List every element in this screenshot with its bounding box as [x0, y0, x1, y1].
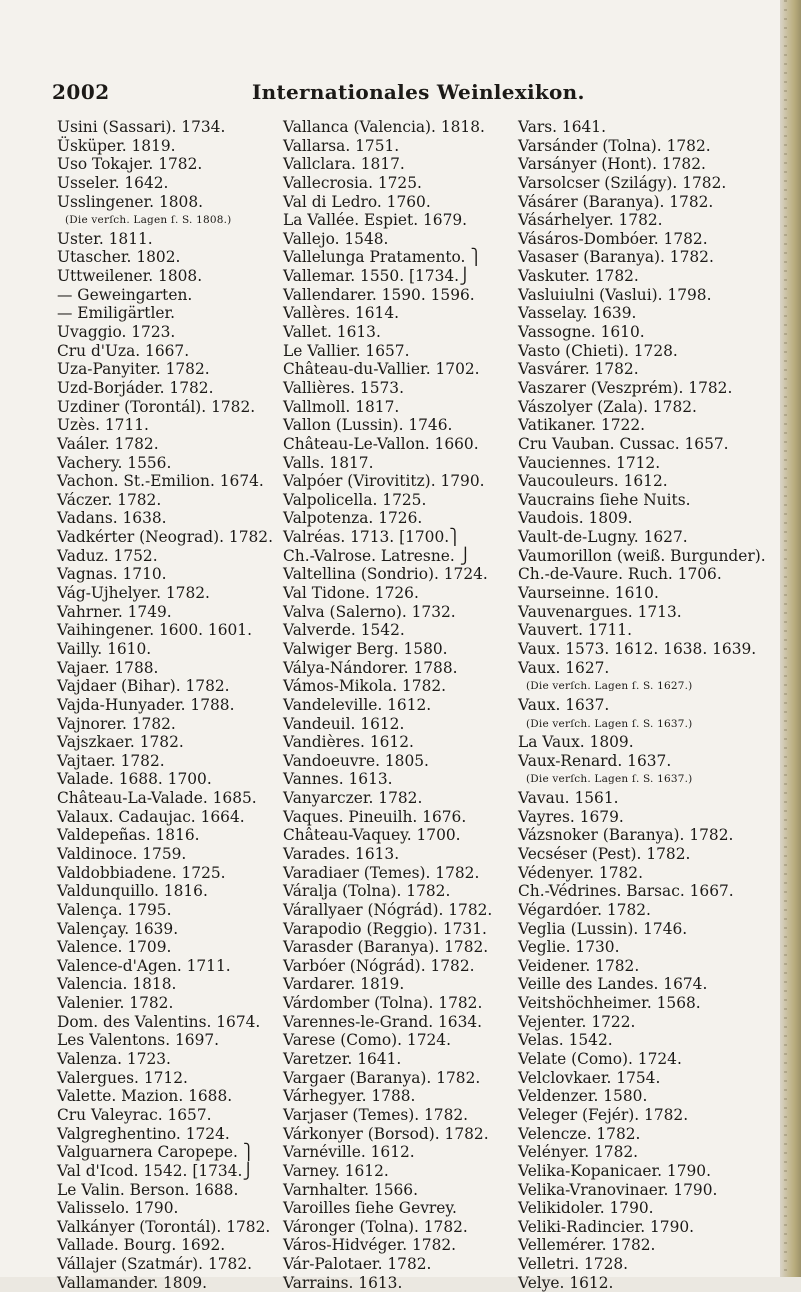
lexicon-entry: Valdunquillo. 1816.: [57, 882, 208, 901]
lexicon-entry: Vejenter. 1722.: [518, 1012, 636, 1031]
lexicon-entry: Vasluiulni (Vaslui). 1798.: [518, 285, 712, 304]
lexicon-entry: Vachon. St.-Emilion. 1674.: [57, 472, 264, 491]
lexicon-entry: Vályа-Nándorer. 1788.: [283, 658, 458, 677]
lexicon-entry: Veleger (Fejér). 1782.: [518, 1105, 689, 1124]
lexicon-entry: Vadans. 1638.: [57, 509, 167, 528]
lexicon-entry: Varnhalter. 1566.: [283, 1180, 418, 1199]
lexicon-entry: Uzès. 1711.: [57, 416, 149, 435]
lexicon-entry: Védenyer. 1782.: [518, 863, 643, 882]
lexicon-entry: Uttweilener. 1808.: [57, 267, 203, 286]
lexicon-entry: Valenier. 1782.: [57, 994, 174, 1013]
lexicon-entry: Valette. Mazion. 1688.: [57, 1087, 233, 1106]
lexicon-entry: La Vallée. Espiet. 1679.: [283, 211, 468, 230]
lexicon-entry: Vág-Ujhelyer. 1782.: [57, 584, 210, 603]
lexicon-entry: Varapodio (Reggio). 1731.: [283, 919, 487, 938]
lexicon-entry: Vázsnoker (Baranya). 1782.: [518, 826, 734, 845]
lexicon-entry: Valls. 1817.: [283, 453, 374, 472]
lexicon-entry: Vámos-Mikola. 1782.: [283, 677, 447, 696]
lexicon-entry: Vallamander. 1809.: [57, 1273, 208, 1292]
lexicon-entry: Valdepeñas. 1816.: [57, 826, 200, 845]
lexicon-entry: Vandoeuvre. 1805.: [283, 751, 429, 770]
lexicon-entry: Vassogne. 1610.: [518, 323, 645, 342]
lexicon-entry: Vaudois. 1809.: [518, 509, 633, 528]
lexicon-entry: Vanyarczer. 1782.: [283, 789, 423, 808]
lexicon-entry: Usini (Sassari). 1734.: [57, 118, 226, 136]
lexicon-entry: Varetzer. 1641.: [283, 1050, 402, 1069]
lexicon-entry: Valverde. 1542.: [283, 621, 405, 640]
lexicon-entry: Varasder (Baranya). 1782.: [283, 938, 489, 957]
lexicon-entry: Vauvert. 1711.: [518, 621, 632, 640]
lexicon-entry: Várhegyer. 1788.: [283, 1087, 416, 1106]
lexicon-entry: Vatikaner. 1722.: [518, 416, 646, 435]
lexicon-entry: Valwiger Berg. 1580.: [283, 639, 448, 658]
lexicon-entry: Valdobbiadene. 1725.: [57, 863, 226, 882]
lexicon-entry: Vásárer (Baranya). 1782.: [518, 192, 714, 211]
lexicon-entry: Vallade. Bourg. 1692.: [57, 1236, 226, 1255]
column-3: [518, 118, 773, 1292]
lexicon-entry: Vallières. 1573.: [283, 378, 404, 397]
lexicon-entry: Velencze. 1782.: [518, 1124, 641, 1143]
lexicon-entry: Vallères. 1614.: [283, 304, 400, 323]
lexicon-entry: Vault-de-Lugny. 1627.: [518, 528, 688, 547]
lexicon-entry: Valgreghentino. 1724.: [57, 1124, 230, 1143]
lexicon-entry: Velclovkaer. 1754.: [518, 1068, 661, 1087]
lexicon-entry: Uzd-Borjáder. 1782.: [57, 378, 214, 397]
lexicon-entry: Val d'Icod. 1542. [1734.⎭: [57, 1161, 254, 1180]
page-number: 2002: [52, 80, 110, 104]
lexicon-entry: Üsküper. 1819.: [57, 136, 176, 155]
lexicon-entry: Valade. 1688. 1700.: [57, 770, 212, 789]
lexicon-entry: Vargaer (Baranya). 1782.: [283, 1068, 481, 1087]
lexicon-entry: Cru d'Uza. 1667.: [57, 341, 190, 360]
lexicon-entry: Velas. 1542.: [518, 1031, 613, 1050]
lexicon-entry: Vaskuter. 1782.: [518, 267, 639, 286]
lexicon-entry: Château-Le-Vallon. 1660.: [283, 434, 479, 453]
lexicon-entry: Veliki-Radincier. 1790.: [518, 1217, 695, 1236]
lexicon-entry: Vasvárer. 1782.: [518, 360, 639, 379]
lexicon-entry: Uzdiner (Torontál). 1782.: [57, 397, 256, 416]
lexicon-entry: Vásárhelyer. 1782.: [518, 211, 663, 230]
lexicon-entry: Varsolcser (Szilágy). 1782.: [518, 173, 727, 192]
lexicon-entry: Vayres. 1679.: [518, 807, 624, 826]
lexicon-entry: Varnéville. 1612.: [283, 1143, 415, 1162]
lexicon-entry: Cru Valeyrac. 1657.: [57, 1105, 212, 1124]
lexicon-entry: Várallyaer (Nógrád). 1782.: [283, 900, 493, 919]
lexicon-entry: Vaux. 1627.: [518, 658, 610, 677]
lexicon-entry: Vaucrains ſiehe Nuits.: [518, 490, 691, 509]
lexicon-entry: Vaszarer (Veszprém). 1782.: [518, 378, 733, 397]
lexicon-entry: Vaihingener. 1600. 1601.: [57, 621, 252, 640]
lexicon-entry: Valréas. 1713. [1700.⎫: [283, 528, 461, 547]
lexicon-entry: Veldenzer. 1580.: [518, 1087, 648, 1106]
lexicon-entry: Vallemar. 1550. [1734.⎭: [283, 267, 471, 286]
column-2: [283, 118, 538, 1292]
lexicon-entry: — Geweingarten.: [57, 285, 193, 304]
entry-note: (Die verſch. Lagen ſ. S. 1627.): [526, 680, 693, 693]
lexicon-entry: Veitshöchheimer. 1568.: [518, 994, 701, 1013]
lexicon-entry: Vasselay. 1639.: [518, 304, 637, 323]
entry-note: (Die verſch. Lagen ſ. S. 1637.): [526, 773, 693, 786]
lexicon-entry: Vavau. 1561.: [518, 789, 619, 808]
lexicon-entry: Veglia (Lussin). 1746.: [518, 919, 688, 938]
lexicon-entry: Vaáler. 1782.: [57, 434, 159, 453]
lexicon-entry: Val di Ledro. 1760.: [283, 192, 431, 211]
lexicon-entry: Usslingener. 1808.: [57, 192, 204, 211]
lexicon-entry: Vászolyer (Zala). 1782.: [518, 397, 697, 416]
lexicon-entry: Uza-Panyiter. 1782.: [57, 360, 210, 379]
lexicon-entry: Vasaser (Baranya). 1782.: [518, 248, 714, 267]
lexicon-entry: Vaques. Pineuilh. 1676.: [283, 807, 467, 826]
lexicon-entry: Vásáros-Dombóer. 1782.: [518, 229, 708, 248]
lexicon-entry: Varennes-le-Grand. 1634.: [283, 1012, 483, 1031]
lexicon-entry: Velika-Kopanicaer. 1790.: [518, 1161, 711, 1180]
lexicon-entry: Dom. des Valentins. 1674.: [57, 1012, 261, 1031]
lexicon-entry: Vajda-Hunyader. 1788.: [57, 695, 235, 714]
lexicon-entry: Vallon (Lussin). 1746.: [283, 416, 453, 435]
lexicon-entry: Vellemérer. 1782.: [518, 1236, 656, 1255]
lexicon-entry: Vaucouleurs. 1612.: [518, 472, 668, 491]
lexicon-entry: Varadiaer (Temes). 1782.: [283, 863, 480, 882]
lexicon-entry: Váralja (Tolna). 1782.: [283, 882, 451, 901]
lexicon-entry: Vallecrosia. 1725.: [283, 173, 422, 192]
entry-note: (Die verſch. Lagen ſ. S. 1808.): [65, 214, 232, 227]
lexicon-entry: La Vaux. 1809.: [518, 733, 634, 752]
lexicon-entry: Uso Tokajer. 1782.: [57, 155, 203, 174]
lexicon-entry: — Emiligärtler.: [57, 304, 176, 323]
lexicon-entry: Valva (Salerno). 1732.: [283, 602, 456, 621]
lexicon-entry: Varbóer (Nógrád). 1782.: [283, 956, 475, 975]
lexicon-entry: Valtellina (Sondrio). 1724.: [283, 565, 488, 584]
lexicon-entry: Vandières. 1612.: [283, 733, 414, 752]
lexicon-entry: Vallmoll. 1817.: [283, 397, 400, 416]
lexicon-entry: Várkonyer (Borsod). 1782.: [283, 1124, 489, 1143]
lexicon-entry: Vailly. 1610.: [57, 639, 152, 658]
lexicon-entry: Le Vallier. 1657.: [283, 341, 410, 360]
lexicon-entry: Veille des Landes. 1674.: [518, 975, 708, 994]
lexicon-entry: Valence-d'Agen. 1711.: [57, 956, 231, 975]
lexicon-entry: Vauciennes. 1712.: [518, 453, 661, 472]
lexicon-entry: Valaux. Cadaujac. 1664.: [57, 807, 245, 826]
lexicon-entry: Ch.-de-Vaure. Ruch. 1706.: [518, 565, 722, 584]
lexicon-entry: Uvaggio. 1723.: [57, 323, 176, 342]
lexicon-entry: Velika-Vranovinaer. 1790.: [518, 1180, 718, 1199]
lexicon-entry: Vaux-Renard. 1637.: [518, 751, 672, 770]
lexicon-entry: Váczer. 1782.: [57, 490, 162, 509]
lexicon-entry: Vaduz. 1752.: [57, 546, 158, 565]
lexicon-entry: Vár-Palotaer. 1782.: [283, 1255, 432, 1274]
lexicon-entry: Valença. 1795.: [57, 900, 172, 919]
lexicon-entry: Vachery. 1556.: [57, 453, 172, 472]
lexicon-entry: Vahrner. 1749.: [57, 602, 172, 621]
lexicon-entry: Valençay. 1639.: [57, 919, 179, 938]
lexicon-entry: Vallarsa. 1751.: [283, 136, 400, 155]
lexicon-entry: Vannes. 1613.: [283, 770, 393, 789]
lexicon-entry: Vandeuil. 1612.: [283, 714, 405, 733]
entry-note: (Die verſch. Lagen ſ. S. 1637.): [526, 717, 693, 730]
lexicon-entry: Vadkérter (Neograd). 1782.: [57, 528, 273, 547]
lexicon-entry: Valkányer (Torontál). 1782.: [57, 1217, 271, 1236]
lexicon-entry: Château-Vaquey. 1700.: [283, 826, 461, 845]
lexicon-entry: Vaurseinne. 1610.: [518, 584, 659, 603]
lexicon-entry: Les Valentons. 1697.: [57, 1031, 220, 1050]
lexicon-entry: Valpolicella. 1725.: [283, 490, 427, 509]
lexicon-entry: Velye. 1612.: [518, 1273, 614, 1292]
lexicon-entry: Vajaer. 1788.: [57, 658, 159, 677]
lexicon-entry: Vandeleville. 1612.: [283, 695, 432, 714]
lexicon-entry: Varsánder (Tolna). 1782.: [518, 136, 711, 155]
lexicon-entry: Vallet. 1613.: [283, 323, 381, 342]
lexicon-entry: Usseler. 1642.: [57, 173, 169, 192]
lexicon-entry: Vars. 1641.: [518, 118, 606, 136]
lexicon-entry: Château-du-Vallier. 1702.: [283, 360, 480, 379]
lexicon-entry: Vasto (Chieti). 1728.: [518, 341, 678, 360]
lexicon-entry: Vajdaer (Bihar). 1782.: [57, 677, 230, 696]
lexicon-entry: Vardarer. 1819.: [283, 975, 405, 994]
lexicon-entry: Valisselo. 1790.: [57, 1199, 179, 1218]
lexicon-entry: Vajszkaer. 1782.: [57, 733, 184, 752]
lexicon-entry: Val Tidone. 1726.: [283, 584, 419, 603]
lexicon-entry: Varney. 1612.: [283, 1161, 389, 1180]
lexicon-entry: Vallendarer. 1590. 1596.: [283, 285, 475, 304]
lexicon-entry: Vajnorer. 1782.: [57, 714, 176, 733]
lexicon-entry: Vauvenargues. 1713.: [518, 602, 682, 621]
lexicon-entry: Várdomber (Tolna). 1782.: [283, 994, 483, 1013]
lexicon-entry: Ch.-Védrines. Barsac. 1667.: [518, 882, 734, 901]
lexicon-entry: Valguarnera Caropepe. ⎫: [57, 1143, 255, 1162]
lexicon-entry: Valencia. 1818.: [57, 975, 177, 994]
lexicon-entry: Valergues. 1712.: [57, 1068, 188, 1087]
lexicon-entry: Le Valin. Berson. 1688.: [57, 1180, 239, 1199]
lexicon-entry: Utascher. 1802.: [57, 248, 181, 267]
page-header: [0, 80, 780, 104]
lexicon-entry: Valpotenza. 1726.: [283, 509, 423, 528]
lexicon-entry: Vecséser (Pest). 1782.: [518, 844, 691, 863]
lexicon-entry: Vallanca (Valencia). 1818.: [283, 118, 485, 136]
lexicon-entry: Valence. 1709.: [57, 938, 172, 957]
running-head: Internationales Weinlexikon.: [252, 80, 585, 104]
lexicon-entry: Ch.-Valrose. Latresne. ⎭: [283, 546, 472, 565]
lexicon-entry: Vajtaer. 1782.: [57, 751, 165, 770]
lexicon-entry: Város-Hidvéger. 1782.: [283, 1236, 457, 1255]
lexicon-entry: Végardóer. 1782.: [518, 900, 651, 919]
lexicon-entry: Vallejo. 1548.: [283, 229, 389, 248]
lexicon-entry: Velényer. 1782.: [518, 1143, 639, 1162]
lexicon-entry: Varades. 1613.: [283, 844, 400, 863]
lexicon-entry: Varoilles ſiehe Gevrey.: [283, 1199, 457, 1218]
lexicon-entry: Velate (Como). 1724.: [518, 1050, 682, 1069]
lexicon-entry: Château-La-Valade. 1685.: [57, 789, 257, 808]
lexicon-entry: Veglie. 1730.: [518, 938, 620, 957]
lexicon-entry: Váronger (Tolna). 1782.: [283, 1217, 468, 1236]
lexicon-entry: Vaux. 1637.: [518, 695, 610, 714]
lexicon-entry: Vallclara. 1817.: [283, 155, 405, 174]
lexicon-entry: Veidener. 1782.: [518, 956, 640, 975]
lexicon-entry: Cru Vauban. Cussac. 1657.: [518, 434, 729, 453]
lexicon-entry: Valenza. 1723.: [57, 1050, 171, 1069]
lexicon-entry: Vaumorillon (weiß. Burgunder).: [518, 546, 766, 565]
lexicon-entry: Varsányer (Hont). 1782.: [518, 155, 706, 174]
lexicon-entry: Vallelunga Pratamento. ⎫: [283, 248, 482, 267]
lexicon-entry: Varjaser (Temes). 1782.: [283, 1105, 469, 1124]
lexicon-entry: Varese (Como). 1724.: [283, 1031, 451, 1050]
page-edge: [780, 0, 801, 1277]
column-1: [57, 118, 312, 1292]
lexicon-entry: Velletri. 1728.: [518, 1255, 629, 1274]
lexicon-entry: Velikidoler. 1790.: [518, 1199, 654, 1218]
lexicon-entry: Vállajer (Szatmár). 1782.: [57, 1255, 253, 1274]
lexicon-entry: Vaux. 1573. 1612. 1638. 1639.: [518, 639, 757, 658]
lexicon-entry: Vagnas. 1710.: [57, 565, 167, 584]
lexicon-entry: Uster. 1811.: [57, 229, 153, 248]
lexicon-entry: Valpóer (Virovititz). 1790.: [283, 472, 485, 491]
lexicon-entry: Valdinoce. 1759.: [57, 844, 187, 863]
lexicon-entry: Varrains. 1613.: [283, 1273, 403, 1292]
